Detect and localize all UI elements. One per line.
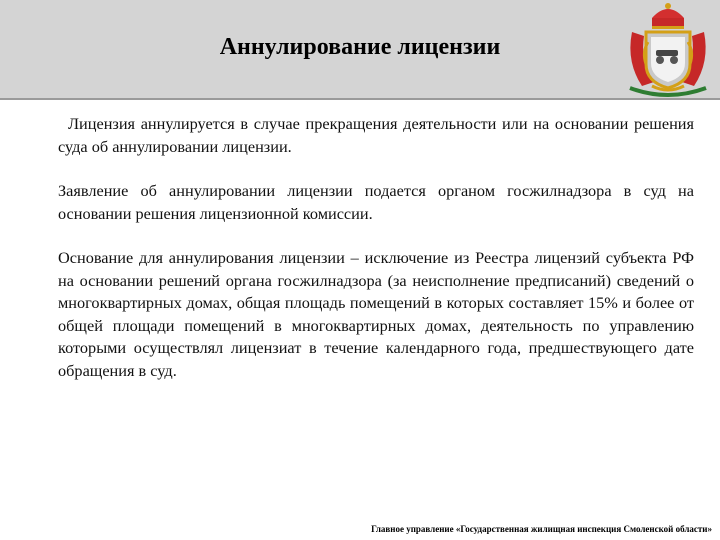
paragraph-grounds: Основание для аннулирования лицензии – исключение из Реестра лицензий субъекта РФ на основании решений органа госжилнадзора (за неисполнение предписаний) сведений о многоквартирных домах, общая площадь помещений в которых составляет 15% и более от общей площади помещений в многоквартирных домах, деятельность по управлению которыми осуществлял лицензиат в течение календарного года, предшествующего дате обращения в суд. <box>58 248 694 380</box>
paragraph-application: Заявление об аннулировании лицензии подается органом госжилнадзора в суд на основании решения лицензионной комиссии. <box>58 181 694 223</box>
smolensk-coat-of-arms-icon <box>622 2 714 98</box>
paragraph-termination: Лицензия аннулируется в случае прекращения деятельности или на основании решения суда об аннулировании лицензии. <box>58 114 694 156</box>
slide-header <box>0 0 720 100</box>
slide-title: Аннулирование лицензии <box>219 34 501 60</box>
footer-organization: Главное управление «Государственная жилищная инспекция Смоленской области» <box>371 524 712 534</box>
slide-body <box>58 113 694 404</box>
